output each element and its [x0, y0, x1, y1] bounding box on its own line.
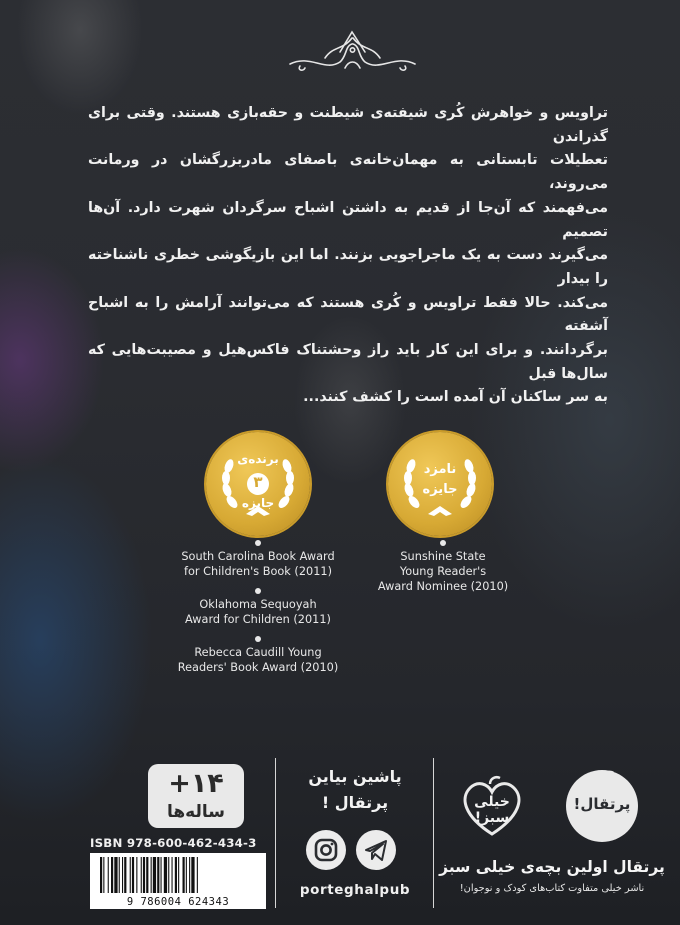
barcode-bar [100, 857, 102, 893]
blurb-line: برگردانند. و برای این کار باید راز وحشتناک فاکس‌هیل و مصیبت‌هایی که سال‌ها قبل [88, 342, 608, 382]
nominated-awards-list [355, 540, 531, 603]
porteghal-logo [566, 770, 638, 842]
khaylisabz-badge [456, 770, 528, 842]
barcode-bar [197, 857, 198, 893]
barcode-bar [191, 857, 194, 893]
age-rating-badge [148, 764, 244, 828]
award-text: Young Reader's [399, 565, 487, 578]
barcode-bar [153, 857, 156, 893]
blurb-line: تعطیلات تابستانی به مهمان‌خانه‌ی باصفای مادربزرگشان در ورمانت می‌روند، [88, 152, 608, 193]
blurb-line: می‌فهمند که آن‌جا از قدیم به داشتن اشباح سرگردان شهرت دارد. آن‌ها تصمیم [88, 199, 608, 240]
barcode-bar [130, 857, 131, 893]
winner-medal-line2: جایزه [241, 496, 275, 510]
blurb-line: می‌کند. حالا فقط تراویس و کُری هستند که می‌توانند آرامش را به اشباح آشفته [88, 294, 608, 335]
divider [433, 758, 434, 908]
barcode-bar [108, 857, 109, 893]
won-awards-list [160, 540, 356, 684]
social-handle[interactable]: porteghalpub [299, 882, 411, 898]
barcode-bar [186, 857, 187, 893]
barcode-bar [111, 857, 113, 893]
barcode-bar [172, 857, 173, 893]
barcode-bar [183, 857, 185, 893]
award-text: Oklahoma Sequoyah [199, 598, 317, 611]
barcode-bar [122, 857, 123, 893]
isbn-text: ISBN 978-600-462-434-3 [90, 836, 257, 850]
slogan [280, 764, 430, 816]
barcode-bar [119, 857, 120, 893]
blurb-line: تراویس و خواهرش کُری شیفته‌ی شیطنت و حقه‌بازی هستند. وقتی برای گذراندن [88, 105, 608, 145]
award-text: Sunshine State [400, 550, 486, 563]
instagram-icon[interactable] [306, 830, 346, 870]
barcode-bar [114, 857, 117, 893]
book-blurb [88, 102, 608, 410]
nominee-medal [388, 432, 492, 536]
barcode-bar [136, 857, 137, 893]
award-text: South Carolina Book Award [181, 550, 335, 563]
barcode-bar [124, 857, 126, 893]
ornament-flourish-icon [285, 28, 420, 76]
barcode-bar [143, 857, 145, 893]
barcode-bar [164, 857, 167, 893]
award-text: Readers' Book Award (2010) [177, 661, 339, 674]
nominee-medal-line1: نامزد [423, 462, 457, 477]
blurb-line: می‌گیرند دست به یک ماجراجویی بزنند. اما این بازیگوشی خطری ناشناخته را بیدار [88, 247, 608, 287]
barcode-bar [103, 857, 104, 893]
badge-text: خیلی سبز! [474, 794, 510, 826]
age-rating-number: +۱۴ [168, 768, 224, 799]
winner-medal-number: ۳ [253, 473, 263, 491]
award-item [160, 540, 356, 579]
barcode-bar [168, 857, 169, 893]
barcode-bars [90, 853, 266, 897]
barcode-bar [132, 857, 134, 893]
slogan-line: پرتقال ! [321, 793, 389, 812]
barcode-bar [161, 857, 162, 893]
publisher-tagline: ناشر خیلی متفاوت کتاب‌های کودک و نوجوان! [459, 883, 645, 894]
award-item [355, 540, 531, 594]
barcode-bar [146, 857, 148, 893]
barcode-bar [157, 857, 159, 893]
publisher-name: پرتقال اولین بچه‌ی خیلی سبز [439, 858, 665, 876]
blurb-line: به سر ساکنان آن آمده است را کشف کنند... [303, 389, 608, 406]
barcode-bar [178, 857, 179, 893]
nominee-medal-line2: جایزه [422, 482, 458, 497]
slogan-line: پاشین بیاین [308, 767, 402, 786]
barcode-bar [151, 857, 152, 893]
barcode-bar [175, 857, 177, 893]
award-item [160, 636, 356, 675]
logo-text: پرتقال! [573, 795, 631, 813]
telegram-icon[interactable] [356, 830, 396, 870]
award-text: Rebecca Caudill Young [194, 646, 322, 659]
winner-medal-line1: برنده‌ی [237, 452, 279, 466]
barcode-bar [189, 857, 190, 893]
divider [275, 758, 276, 908]
award-item [160, 588, 356, 627]
award-text: Award Nominee (2010) [377, 580, 509, 593]
barcode-bar [141, 857, 142, 893]
barcode [90, 853, 266, 909]
age-rating-label: ساله‌ها [167, 802, 225, 822]
award-text: for Children's Book (2011) [184, 565, 332, 578]
award-text: Award for Children (2011) [185, 613, 331, 626]
winner-medal [206, 432, 310, 536]
barcode-digits: 9 786004 624343 [126, 896, 230, 908]
